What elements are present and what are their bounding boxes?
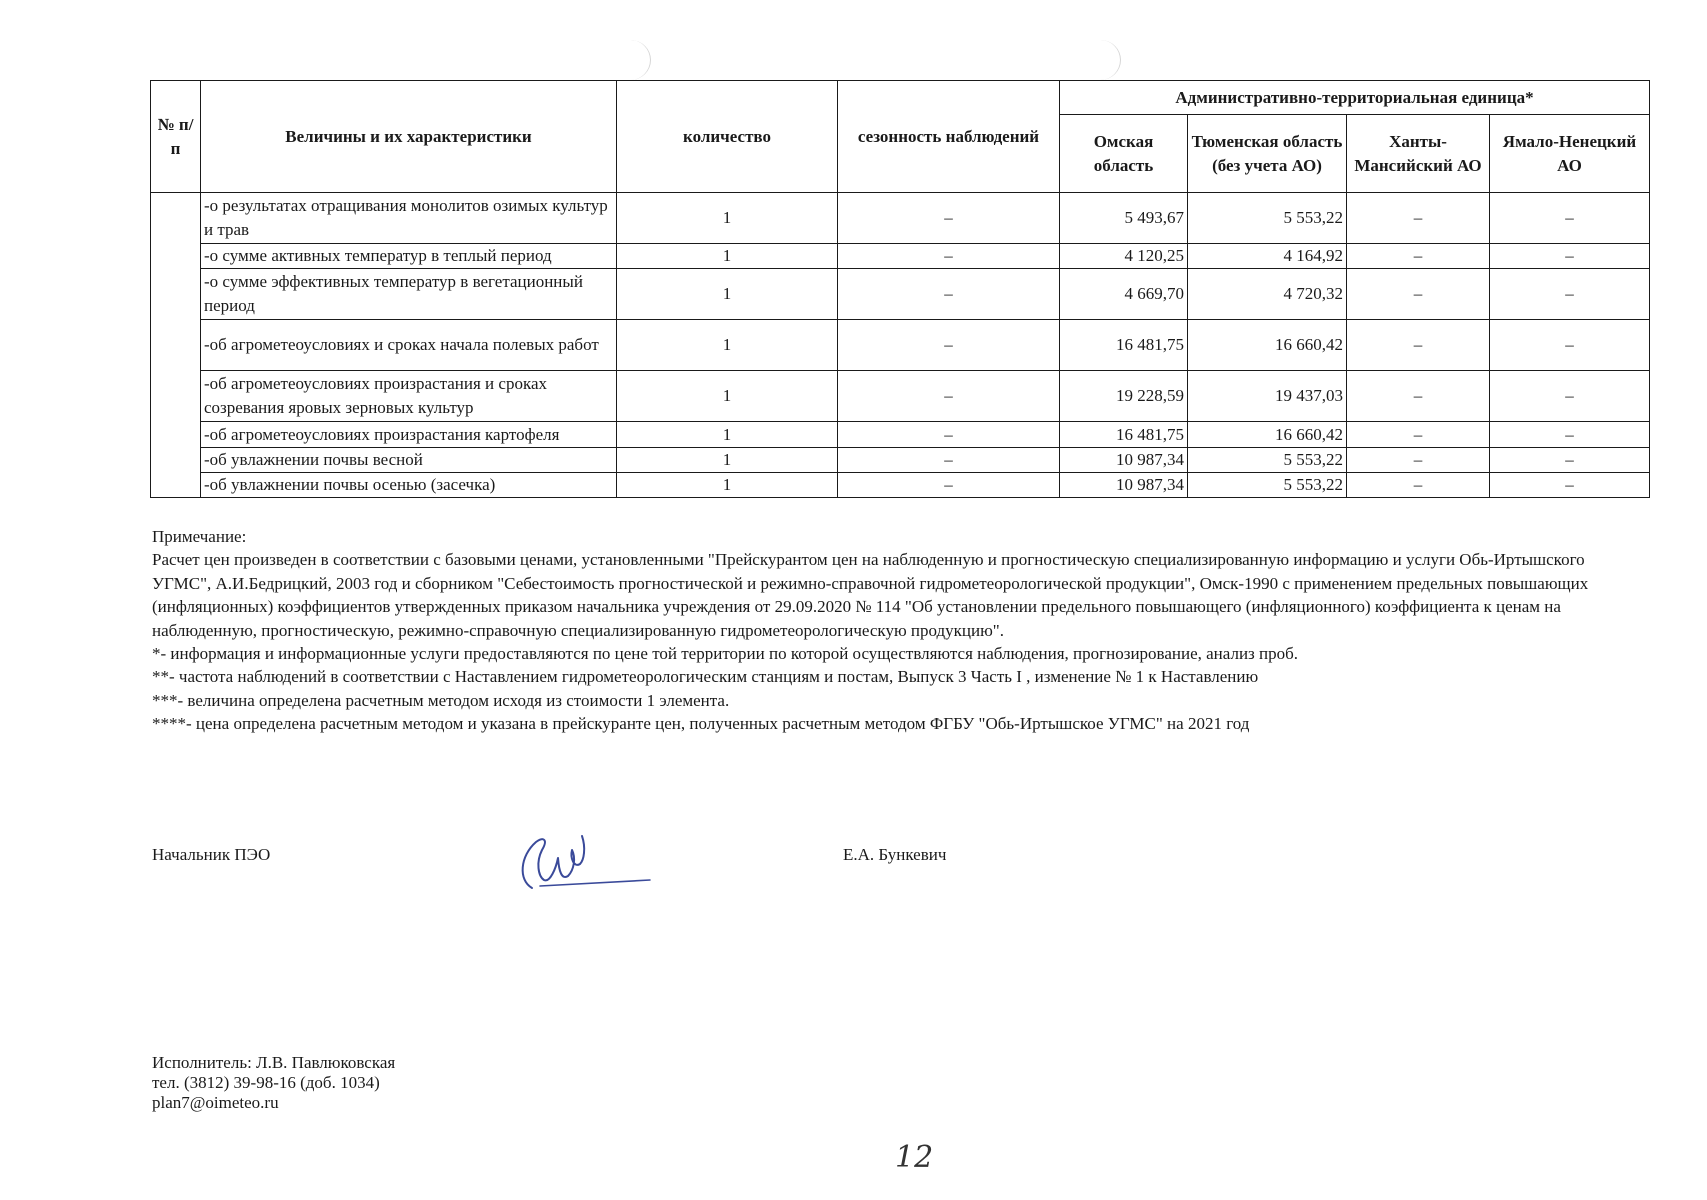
- row-omsk: 4 120,25: [1060, 244, 1188, 269]
- table-row: [151, 371, 1650, 422]
- row-omsk: 10 987,34: [1060, 473, 1188, 498]
- row-yamal: –: [1490, 371, 1650, 422]
- row-omsk: 4 669,70: [1060, 269, 1188, 320]
- table-row: [151, 473, 1650, 498]
- row-tyumen: 5 553,22: [1188, 193, 1347, 244]
- row-desc: -об увлажнении почвы осенью (засечка): [201, 473, 617, 498]
- note-1: *- информация и информационные услуги предоставляются по цене той территории по которой осуществляются наблюдения, прогнозирование, анализ проб.: [152, 644, 1299, 664]
- handwritten-signature: [510, 828, 660, 898]
- header-seasonality: сезонность наблюдений: [838, 81, 1060, 193]
- row-desc: -о результатах отращивания монолитов озимых культур и трав: [201, 193, 617, 244]
- row-qty: 1: [617, 371, 838, 422]
- row-qty: 1: [617, 448, 838, 473]
- price-table: [150, 80, 1650, 498]
- notes-heading: Примечание:: [152, 527, 247, 546]
- row-yamal: –: [1490, 244, 1650, 269]
- row-season: –: [838, 422, 1060, 448]
- row-yamal: –: [1490, 448, 1650, 473]
- header-admin-unit: Административно-территориальная единица*: [1060, 81, 1650, 115]
- table-row: [151, 320, 1650, 371]
- row-qty: 1: [617, 422, 838, 448]
- table-row: [151, 448, 1650, 473]
- row-khanty: –: [1347, 473, 1490, 498]
- row-qty: 1: [617, 269, 838, 320]
- row-khanty: –: [1347, 320, 1490, 371]
- header-yamal: Ямало-Ненецкий АО: [1490, 115, 1650, 193]
- row-khanty: –: [1347, 193, 1490, 244]
- row-yamal: –: [1490, 422, 1650, 448]
- table-row: [151, 269, 1650, 320]
- row-desc: -о сумме активных температур в теплый период: [201, 244, 617, 269]
- note-3: ***- величина определена расчетным методом исходя из стоимости 1 элемента.: [152, 690, 730, 710]
- row-tyumen: 16 660,42: [1188, 422, 1347, 448]
- notes-section: [152, 525, 1632, 736]
- note-2: **- частота наблюдений в соответствии с Наставлением гидрометеорологическим станциям и постам, Выпуск 3 Часть I , изменение № 1 к Наставлению: [152, 667, 1259, 687]
- row-omsk: 10 987,34: [1060, 448, 1188, 473]
- scan-artifact: [610, 40, 651, 80]
- row-season: –: [838, 320, 1060, 371]
- row-tyumen: 4 720,32: [1188, 269, 1347, 320]
- header-values: Величины и их характеристики: [201, 81, 617, 193]
- row-desc: -об агрометеоусловиях произрастания картофеля: [201, 422, 617, 448]
- row-yamal: –: [1490, 320, 1650, 371]
- header-omsk: Омская область: [1060, 115, 1188, 193]
- header-khanty: Ханты-Мансийский АО: [1347, 115, 1490, 193]
- row-qty: 1: [617, 320, 838, 371]
- row-omsk: 16 481,75: [1060, 422, 1188, 448]
- row-season: –: [838, 448, 1060, 473]
- signer-name: Е.А. Бункевич: [843, 845, 947, 864]
- row-desc: -об агрометеоусловиях и сроках начала полевых работ: [201, 320, 617, 371]
- row-khanty: –: [1347, 371, 1490, 422]
- notes-main: Расчет цен произведен в соответствии с базовыми ценами, установленными "Прейскурантом цен на наблюденную и прогностическую специализированную информацию и услуги Обь-Иртышского УГМС", А.И.Бедрицкий, 2003 год и сборником "Себестоимость прогностической и режимно-справочной гидрометеорологической продукции", Омск-1990 с применением предельных повышающих (инфляционных) коэффициентов утвержденных приказом начальника учреждения от 29.09.2020 № 114 "Об установлении предельного повышающего (инфляционного) коэффициента к ценам на наблюденную, прогностическую, режимно-справочную специализированную гидрометеорологическую продукцию".: [152, 550, 1589, 640]
- row-yamal: –: [1490, 473, 1650, 498]
- note-4: ****- цена определена расчетным методом и указана в прейскуранте цен, полученных расчетным методом ФГБУ "Обь-Иртышское УГМС" на 2021 год: [152, 714, 1250, 734]
- executor-email: plan7@oimeteo.ru: [152, 1093, 279, 1112]
- row-omsk: 16 481,75: [1060, 320, 1188, 371]
- header-quantity: количество: [617, 81, 838, 193]
- row-desc: -об увлажнении почвы весной: [201, 448, 617, 473]
- header-num: № п/п: [151, 81, 201, 193]
- row-khanty: –: [1347, 448, 1490, 473]
- row-khanty: –: [1347, 244, 1490, 269]
- scan-artifact: [1080, 40, 1121, 80]
- row-tyumen: 5 553,22: [1188, 473, 1347, 498]
- header-tyumen: Тюменская область (без учета АО): [1188, 115, 1347, 193]
- row-season: –: [838, 473, 1060, 498]
- row-desc: -об агрометеоусловиях произрастания и сроках созревания яровых зерновых культур: [201, 371, 617, 422]
- executor-phone: тел. (3812) 39-98-16 (доб. 1034): [152, 1073, 380, 1092]
- page-number: 12: [895, 1140, 934, 1175]
- row-yamal: –: [1490, 269, 1650, 320]
- table-row: [151, 422, 1650, 448]
- executor-name: Исполнитель: Л.В. Павлюковская: [152, 1053, 396, 1072]
- row-tyumen: 4 164,92: [1188, 244, 1347, 269]
- row-qty: 1: [617, 193, 838, 244]
- executor-block: [152, 1053, 395, 1113]
- row-qty: 1: [617, 473, 838, 498]
- row-season: –: [838, 193, 1060, 244]
- row-yamal: –: [1490, 193, 1650, 244]
- row-qty: 1: [617, 244, 838, 269]
- signer-position: Начальник ПЭО: [152, 845, 271, 864]
- row-season: –: [838, 269, 1060, 320]
- row-tyumen: 19 437,03: [1188, 371, 1347, 422]
- row-season: –: [838, 371, 1060, 422]
- table-row: [151, 193, 1650, 244]
- row-khanty: –: [1347, 269, 1490, 320]
- table-row: [151, 244, 1650, 269]
- row-num-cell: [151, 193, 201, 498]
- row-omsk: 19 228,59: [1060, 371, 1188, 422]
- row-khanty: –: [1347, 422, 1490, 448]
- row-omsk: 5 493,67: [1060, 193, 1188, 244]
- row-season: –: [838, 244, 1060, 269]
- row-desc: -о сумме эффективных температур в вегетационный период: [201, 269, 617, 320]
- row-tyumen: 5 553,22: [1188, 448, 1347, 473]
- row-tyumen: 16 660,42: [1188, 320, 1347, 371]
